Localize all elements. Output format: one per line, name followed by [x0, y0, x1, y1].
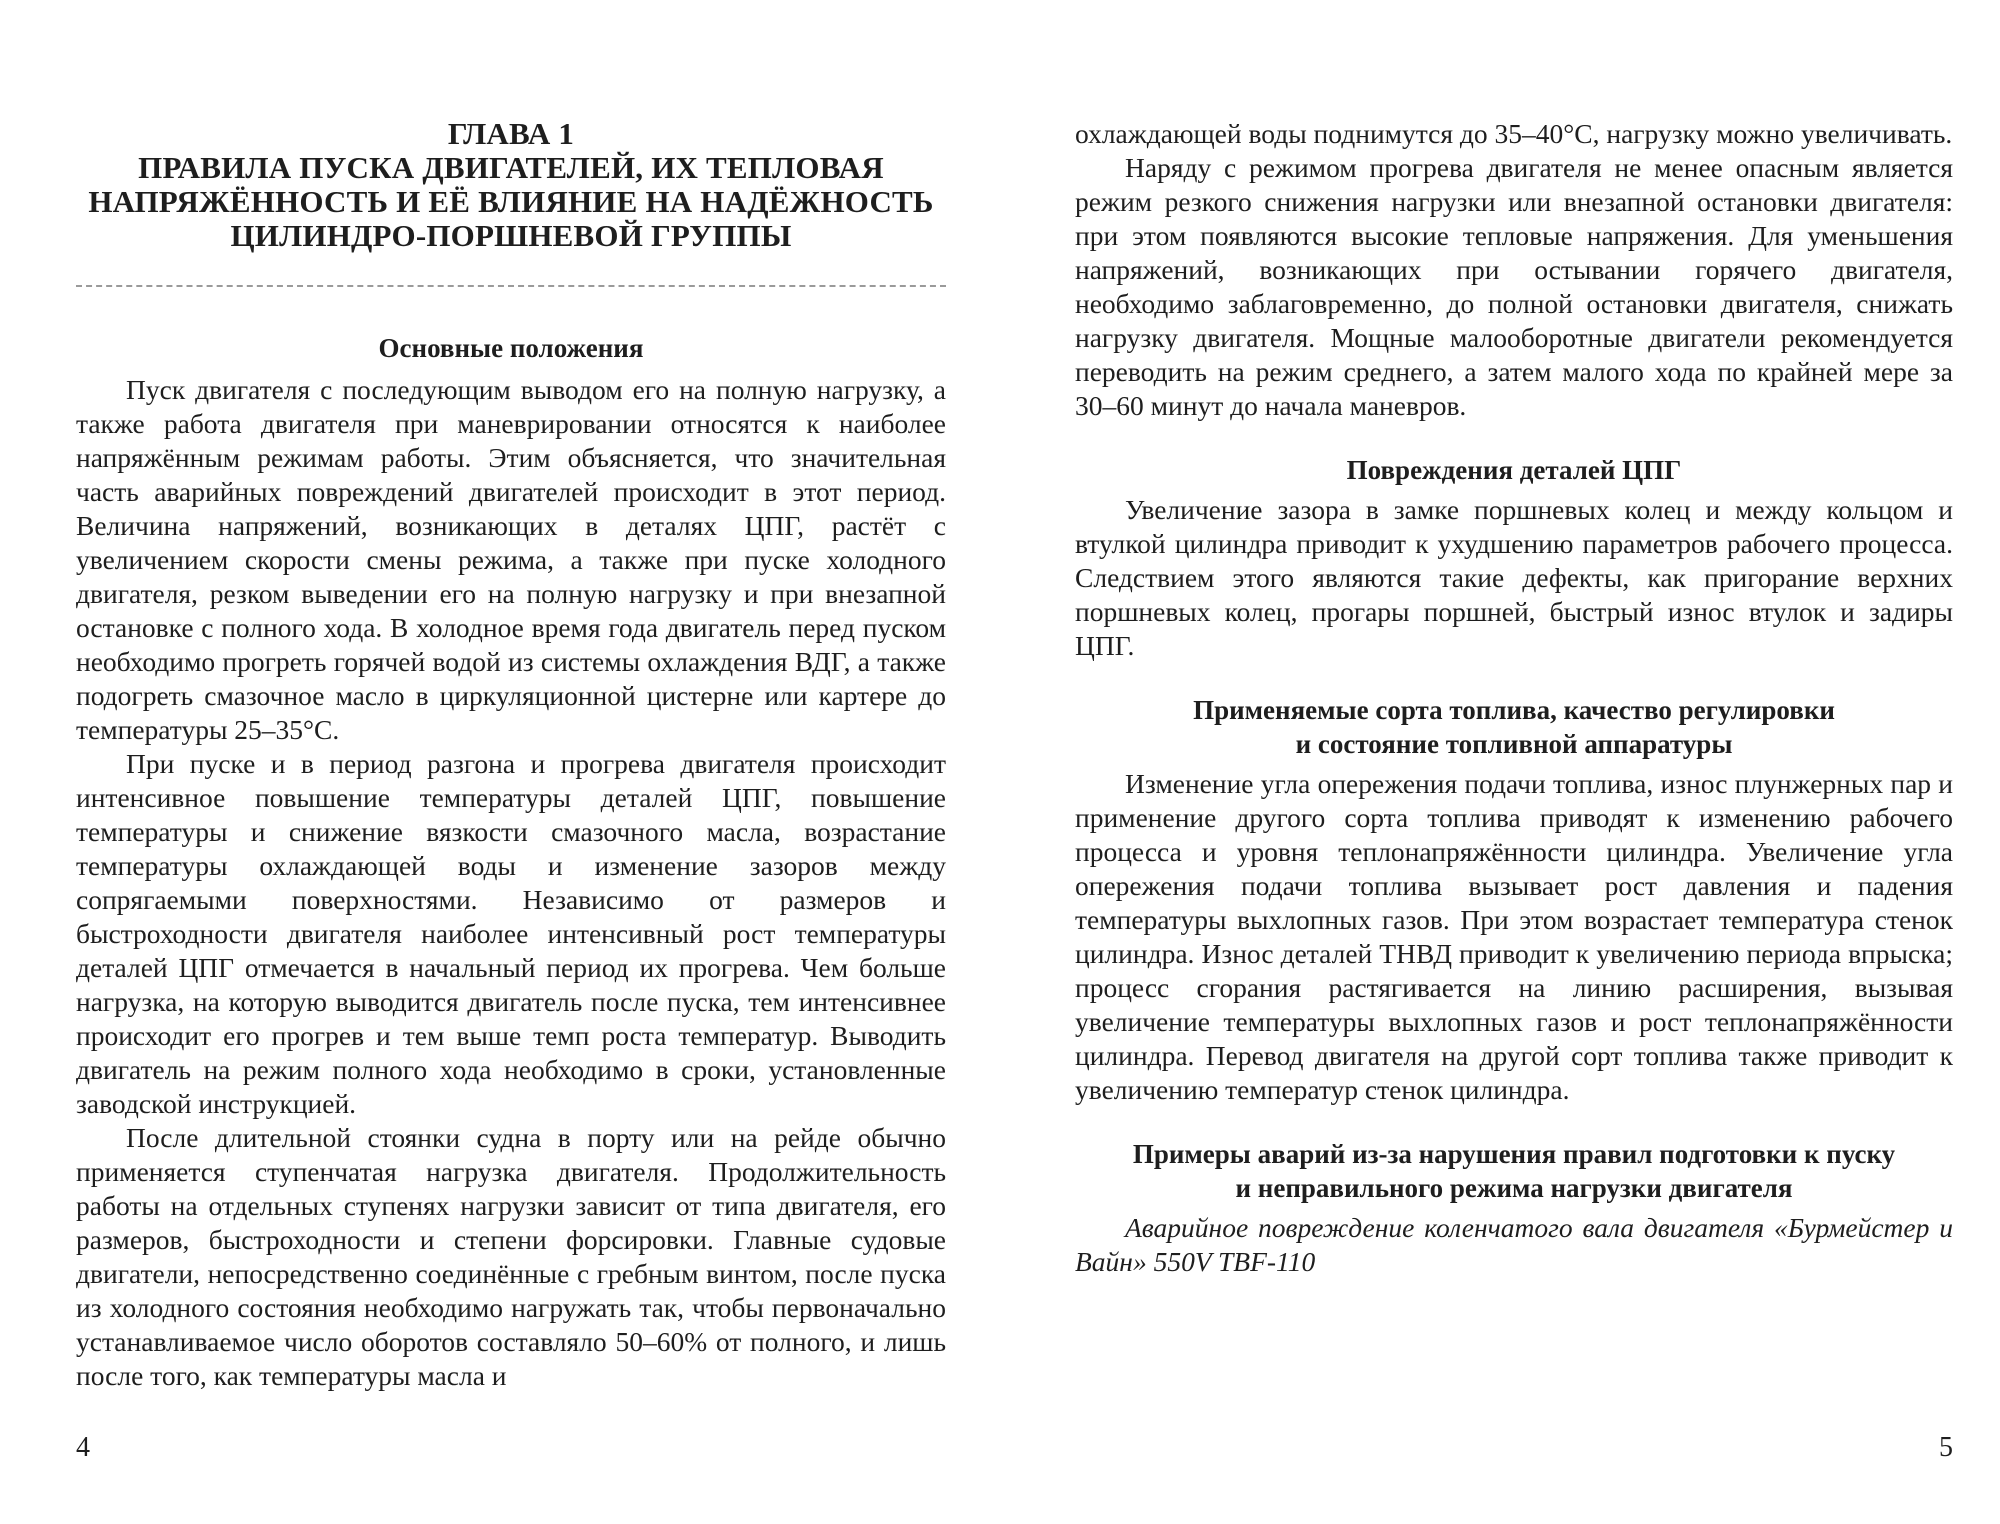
chapter-title-line-3: ЦИЛИНДРО-ПОРШНЕВОЙ ГРУППЫ [230, 218, 792, 253]
paragraph: Наряду с режимом прогрева двигателя не менее опасным является режим резкого снижения нагрузки или внезапной остановки двигателя: при этом появляются высокие тепловые напряжения. Для уменьшения напряжений, возникающих при остывании горячего двигателя, необходимо заблаговременно, до полной остановки двигателя, снижать нагрузку двигателя. Мощные малооборотные двигатели рекомендуется переводить на режим среднего, а затем малого хода по крайней мере за 30–60 минут до начала маневров. [1075, 152, 1953, 421]
continuation-paragraph: охлаждающей воды поднимутся до 35–40°С, нагрузку можно увеличивать. [1075, 118, 1953, 149]
paragraph: После длительной стоянки судна в порту или на рейде обычно применяется ступенчатая нагрузка двигателя. Продолжительность работы на отдельных ступенях нагрузки зависит от типа двигателя, его размеров, быстроходности и степени форсировки. Главные судовые двигатели, непосредственно соединённые с гребным винтом, после пуска из холодного состояния необходимо нагружать так, чтобы первоначально устанавливаемое число оборотов составляло 50–60% от полного, и лишь после того, как температуры масла и [76, 1122, 946, 1391]
section-heading-cpg-damage: Повреждения деталей ЦПГ [1346, 455, 1682, 485]
paragraph: Пуск двигателя с последующим выводом его на полную нагрузку, а также работа двигателя при маневрировании относятся к наиболее напряжённым режимам работы. Этим объясняется, что значительная часть аварийных повреждений двигателей происходит в этот период. Величина напряжений, возникающих в деталях ЦПГ, растёт с увеличением скорости смены режима, а также при пуске холодного двигателя, резком выведении его на полную нагрузку и при внезапной остановке с полного хода. В холодное время года двигатель перед пуском необходимо прогреть горячей водой из системы охлаждения ВДГ, а также подогреть смазочное масло в циркуляционной цистерне или картере до температуры 25–35°С. [76, 374, 946, 745]
section-heading-fuel [1075, 693, 1953, 761]
chapter-heading [76, 117, 946, 253]
fuel-heading-line-1: Применяемые сорта топлива, качество регулировки [1193, 695, 1835, 725]
page-number: 5 [1939, 1432, 1953, 1463]
right-page [1075, 0, 1953, 1524]
chapter-title-line-1: ПРАВИЛА ПУСКА ДВИГАТЕЛЕЙ, ИХ ТЕПЛОВАЯ [138, 150, 884, 185]
left-page [76, 0, 946, 1524]
examples-heading-line-1: Примеры аварий из-за нарушения правил подготовки к пуску [1132, 1139, 1896, 1169]
fuel-heading-line-2: и состояние топливной аппаратуры [1295, 729, 1733, 759]
paragraph: Изменение угла опережения подачи топлива, износ плунжерных пар и применение другого сорта топлива приводят к изменению рабочего процесса и уровня теплонапряжённости цилиндра. Увеличение угла опережения подачи топлива вызывает рост давления и падения температуры выхлопных газов. При этом возрастает температура стенок цилиндра. Износ деталей ТНВД приводит к увеличению периода впрыска; процесс сгорания растягивается на линию расширения, вызывая увеличение температуры выхлопных газов и рост теплонапряжённости цилиндра. Перевод двигателя на другой сорт топлива также приводит к увеличению температур стенок цилиндра. [1075, 768, 1953, 1105]
examples-heading-line-2: и неправильного режима нагрузки двигателя [1235, 1173, 1793, 1203]
page-number: 4 [76, 1432, 90, 1463]
section-heading-basics: Основные положения [378, 333, 644, 363]
cpg-damage-text [1075, 493, 1953, 663]
fuel-text [1075, 767, 1953, 1107]
paragraph: При пуске и в период разгона и прогрева двигателя происходит интенсивное повышение температуры деталей ЦПГ, повышение температуры и снижение вязкости смазочного масла, возрастание температуры охлаждающей воды и изменение зазоров между сопрягаемыми поверхностями. Независимо от размеров и быстроходности двигателя наиболее интенсивный рост температуры деталей ЦПГ отмечается в начальный период их прогрева. Чем больше нагрузка, на которую выводится двигатель после пуска, тем интенсивнее происходит его прогрев и тем выше темп роста температур. Выводить двигатель на режим полного хода необходимо в сроки, установленные заводской инструкцией. [76, 748, 946, 1119]
italic-paragraph: Аварийное повреждение коленчатого вала двигателя «Бурмейстер и Вайн» 550V TBF-110 [1075, 1212, 1953, 1277]
chapter-divider [76, 285, 946, 287]
chapter-label: ГЛАВА 1 [447, 116, 575, 151]
paragraph: Увеличение зазора в замке поршневых колец и между кольцом и втулкой цилиндра приводит к ухудшению параметров рабочего процесса. Следствием этого являются такие дефекты, как пригорание верхних поршневых колец, прогары поршней, быстрый износ втулок и задиры ЦПГ. [1075, 494, 1953, 661]
section-heading-examples [1075, 1137, 1953, 1205]
left-body-text [76, 373, 946, 1393]
right-body-text-intro [1075, 117, 1953, 423]
chapter-title-line-2: НАПРЯЖЁННОСТЬ И ЕЁ ВЛИЯНИЕ НА НАДЁЖНОСТЬ [88, 184, 934, 219]
examples-italic-text [1075, 1211, 1953, 1279]
